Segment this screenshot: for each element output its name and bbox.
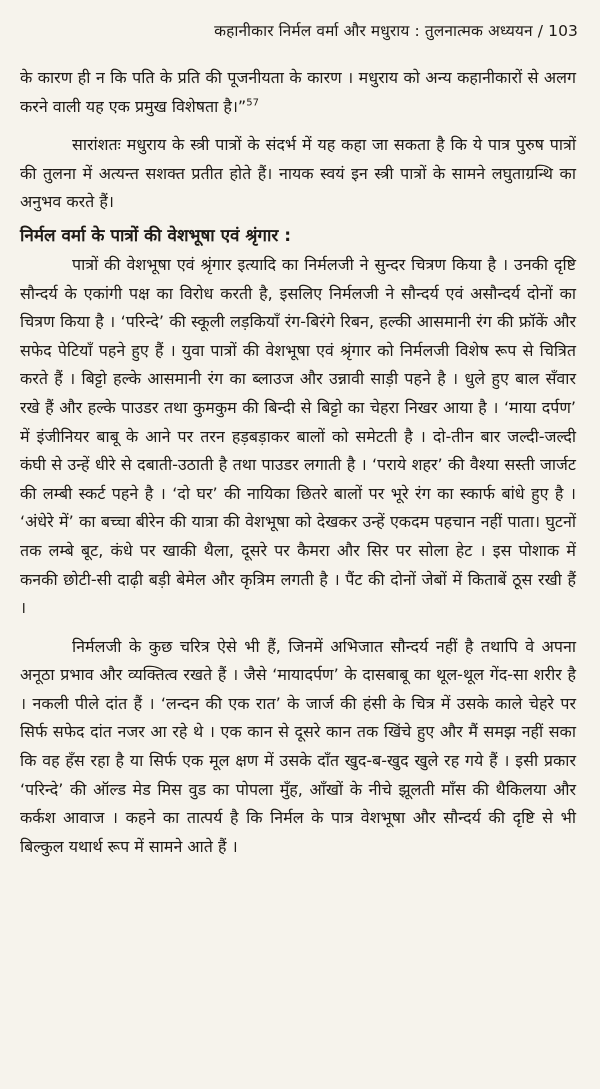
page-body <box>20 64 576 861</box>
paragraph-characters: निर्मलजी के कुछ चरित्र ऐसे भी हैं, जिनमें अभिजात सौन्दर्य नहीं है तथापि वे अपना अनूठा प्रभाव और व्यक्तित्व रखते हैं । जैसे ‘मायादर्पण’ के दासबाबू का थूल-थूल गेंद-सा शरीर है । नकली पीले दांत हैं । ‘लन्दन की एक रात’ के जार्ज की हंसी के चित्र में उसके काले चेहरे पर सिर्फ सफेद दांत नजर आ रहे थे । एक कान से दूसरे कान तक खिंचे हुए और मैं समझ नहीं सका कि वह हँस रहा है या सिर्फ एक मूल क्षण में उसके दाँत खुद-ब-खुद खुले रह गये हैं । इसी प्रकार ‘परिन्दे’ की ऑल्ड मेड मिस वुड का पोपला मुँह, आँखों के नीचे झूलती माँस की थैकिलया और कर्कश आवाज । कहने का तात्पर्य है कि निर्मल के पात्र वेशभूषा और सौन्दर्य की दृष्टि से भी बिल्कुल यथार्थ रूप में सामने आते हैं । <box>20 636 576 856</box>
running-header: कहानीकार निर्मल वर्मा और मधुराय : तुलनात्मक अध्ययन / 103 <box>214 22 578 40</box>
paragraph-costume: पात्रों की वेशभूषा एवं श्रृंगार इत्यादि का निर्मलजी ने सुन्दर चित्रण किया है । उनकी दृष्टि सौन्दर्य के एकांगी पक्ष का विरोध करती है, इसलिए निर्मलजी ने सौन्दर्य एवं असौन्दर्य दोनों का चित्रण किया है । ‘परिन्दे’ की स्कूली लड़कियाँ रंग-बिरंगे रिबन, हल्की आसमानी रंग की फ्रॉकें और सफेद पेटियाँ पहने हुए हैं । युवा पात्रों की वेशभूषा एवं श्रृंगार को निर्मलजी विशेष रूप से चित्रित करते हैं । बिट्टो हल्के आसमानी रंग का ब्लाउज और उन्नावी साड़ी पहने है । धुले हुए बाल सँवार रखे हैं और हल्के पाउडर तथा कुमकुम की बिन्दी से बिट्टो का चेहरा निखर आया है । ‘माया दर्पण’ में इंजीनियर बाबू के आने पर तरन हड़बड़ाकर बालों को समेटती है । दो-तीन बार जल्दी-जल्दी कंघी से उन्हें धीरे से दबाती-उठाती है तथा पाउडर लगाती है । ‘पराये शहर’ की वैश्या सस्ती जार्जट की लम्बी स्कर्ट पहने है । ‘दो घर’ की नायिका छितरे बालों पर भूरे रंग का स्कार्फ बांधे हुए है । ‘अंधेरे में’ का बच्चा बीरेन की यात्रा की वेशभूषा को देखकर उन्हें एकदम पहचान नहीं पाता। घुटनों तक लम्बे बूट, कंधे पर खाकी थैला, दूसरे पर कैमरा और सिर पर सोला हेट । इस पोशाक में कनकी छोटी-सी दाढ़ी बड़ी बेमेल और कृत्रिम लगती है । पैंट की दोनों जेबों में किताबें ठूस रखी हैं । <box>20 254 576 618</box>
paragraph-continuation-text: के कारण ही न कि पति के प्रति की पूजनीयता के कारण । मधुराय को अन्य कहानीकारों से अलग करने वाली यह एक प्रमुख विशेषता है।” <box>20 68 576 116</box>
section-heading: निर्मल वर्मा के पात्रों की वेशभूषा एवं श्रृंगार : <box>20 225 292 246</box>
paragraph-continuation <box>20 64 576 121</box>
footnote-marker: 57 <box>246 97 259 109</box>
paragraph-summary: सारांशतः मधुराय के स्त्री पात्रों के संदर्भ में यह कहा जा सकता है कि ये पात्र पुरुष पात्रों की तुलना में अत्यन्त सशक्त प्रतीत होते हैं। नायक स्वयं इन स्त्री पात्रों के सामने लघुताग्रन्थि का अनुभव करते हैं। <box>20 135 576 212</box>
